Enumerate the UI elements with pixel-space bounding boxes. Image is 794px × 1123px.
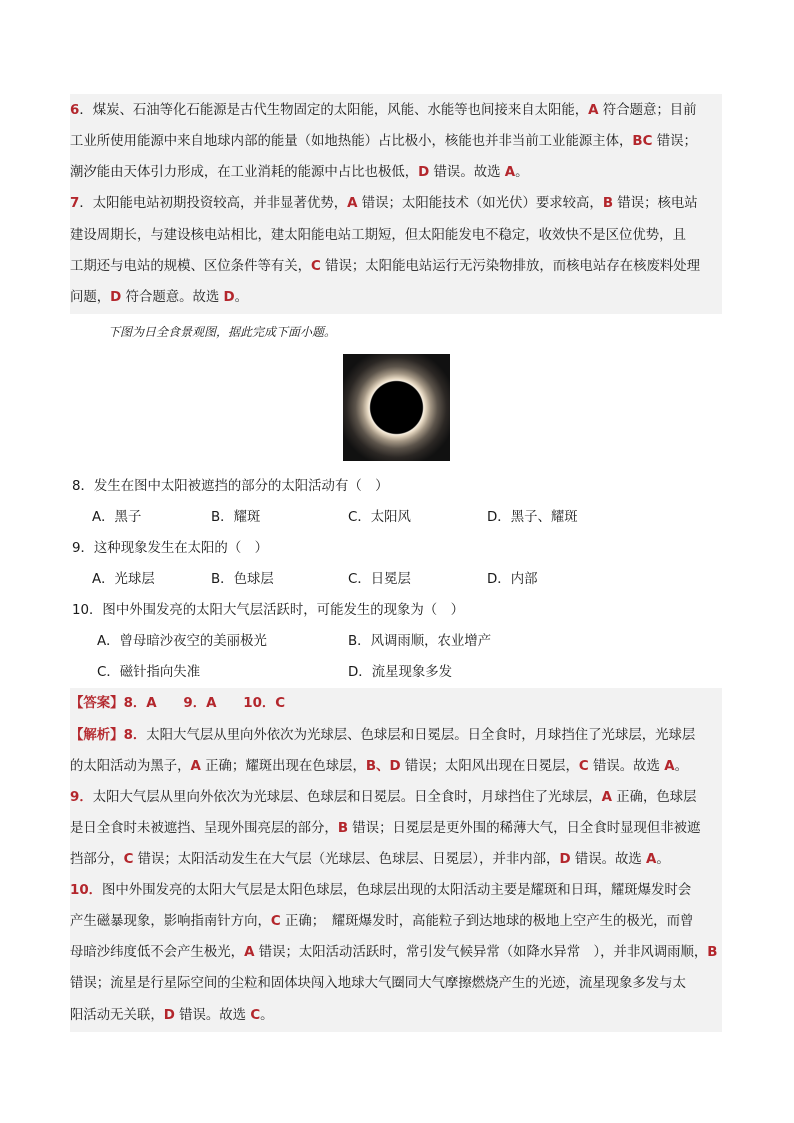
question-10: 10．图中外围发亮的太阳大气层活跃时，可能发生的现象为（ ） <box>72 603 464 618</box>
solar-eclipse-image <box>343 354 450 461</box>
question-9-option-a: A．光球层 <box>92 572 155 587</box>
explanation-7-line-1: 7．太阳能电站初期投资较高，并非显著优势，A 错误；太阳能技术（如光伏）要求较高，B 错误；核电站 <box>70 196 698 211</box>
question-9-option-d: D．内部 <box>487 572 538 587</box>
explanation-9-line-2: 是日全食时未被遮挡、呈现外围亮层的部分，B 错误；日冕层是更外围的稀薄大气，日全食时显现但非被遮 <box>70 821 701 836</box>
question-8-option-a: A．黑子 <box>92 510 142 525</box>
question-8-option-b: B．耀斑 <box>211 510 261 525</box>
question-10-option-b: B．风调雨顺，农业增产 <box>348 634 492 649</box>
figure-caption: 下图为日全食景观图，据此完成下面小题。 <box>108 325 337 339</box>
explanation-6-line-3: 潮汐能由天体引力形成，在工业消耗的能源中占比也极低，D 错误。故选 A。 <box>70 165 529 180</box>
question-10-option-a: A．曾母暗沙夜空的美丽极光 <box>97 634 267 649</box>
explanation-7-line-4: 问题，D 符合题意。故选 D。 <box>70 290 249 305</box>
question-8-option-c: C．太阳风 <box>348 510 411 525</box>
explanation-6-line-1: 6．煤炭、石油等化石能源是古代生物固定的太阳能，风能、水能等也间接来自太阳能，A 符合题意；目前 <box>70 103 697 118</box>
explanation-10-line-4: 错误；流星是行星际空间的尘粒和固体块闯入地球大气圈同大气摩擦燃烧产生的光迹，流星现象多发与太 <box>70 976 686 991</box>
question-10-option-c: C．磁针指向失准 <box>97 665 201 680</box>
question-8-option-d: D．黑子、耀斑 <box>487 510 578 525</box>
explanation-7-line-3: 工期还与电站的规模、区位条件等有关，C 错误；太阳能电站运行无污染物排放，而核电站存在核废料处理 <box>70 259 701 274</box>
explanation-7-line-2: 建设周期长，与建设核电站相比，建太阳能电站工期短，但太阳能发电不稳定，收效快不是区位优势，且 <box>70 228 686 243</box>
explanation-10-line-5: 阳活动无关联，D 错误。故选 C。 <box>70 1008 274 1023</box>
answer-line: 【答案】8．A 9．A 10．C <box>70 696 286 711</box>
explanation-10-line-1: 10．图中外围发亮的太阳大气层是太阳色球层，色球层出现的太阳活动主要是耀斑和日珥，耀斑爆发时会 <box>70 883 692 898</box>
explanation-10-line-2: 产生磁暴现象，影响指南针方向，C 正确； 耀斑爆发时，高能粒子到达地球的极地上空产生的极光，而曾 <box>70 914 694 929</box>
explanation-9-line-3: 挡部分，C 错误；太阳活动发生在大气层（光球层、色球层、日冕层），并非内部，D 错误。故选 A。 <box>70 852 670 867</box>
explanation-10-line-3: 母暗沙纬度低不会产生极光，A 错误；太阳活动活跃时，常引发气候异常（如降水异常 ），并非风调雨顺，B <box>70 945 718 960</box>
explanation-8-line-2: 的太阳活动为黑子，A 正确；耀斑出现在色球层，B、D 错误；太阳风出现在日冕层，C 错误。故选 A。 <box>70 759 688 774</box>
explanation-6-line-2: 工业所使用能源中来自地球内部的能量（如地热能）占比极小，核能也并非当前工业能源主体，BC 错误； <box>70 134 697 149</box>
explanation-9-line-1: 9．太阳大气层从里向外依次为光球层、色球层和日冕层。日全食时，月球挡住了光球层，A 正确，色球层 <box>70 790 697 805</box>
question-9-option-b: B．色球层 <box>211 572 274 587</box>
question-8: 8．发生在图中太阳被遮挡的部分的太阳活动有（ ） <box>72 479 389 494</box>
explanation-8-line-1: 【解析】8．太阳大气层从里向外依次为光球层、色球层和日冕层。日全食时，月球挡住了光球层，光球层 <box>70 728 696 743</box>
question-10-option-d: D．流星现象多发 <box>348 665 453 680</box>
question-9: 9．这种现象发生在太阳的（ ） <box>72 541 268 556</box>
question-9-option-c: C．日冕层 <box>348 572 411 587</box>
